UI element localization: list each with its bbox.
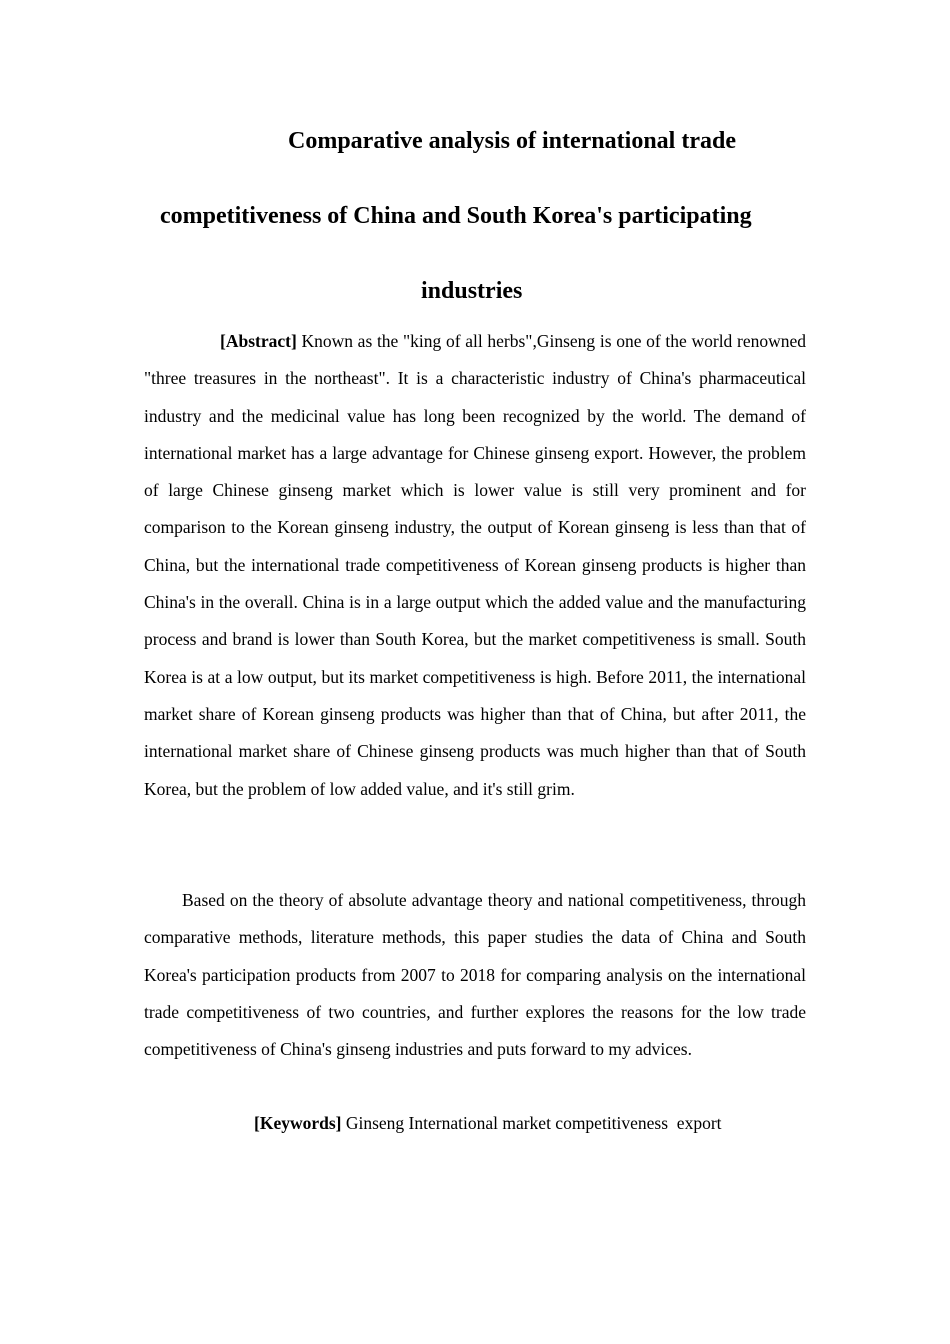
abstract-label: [Abstract] xyxy=(220,331,297,351)
keywords-text: Ginseng International market competitiveness export xyxy=(341,1113,722,1133)
abstract-paragraph-2: Based on the theory of absolute advantage theory and national competitiveness, through comparative methods, literature methods, this paper studies the data of China and South Korea's participation products from 2007 to 2018 for comparing analysis on the international trade competitiveness of two countries, and further explores the reasons for the low trade competitiveness of China's ginseng industries and puts forward to my advices. xyxy=(144,890,806,1060)
title-line-2: competitiveness of China and South Korea's participating xyxy=(160,203,752,229)
title-line-1: Comparative analysis of international trade xyxy=(288,128,736,154)
abstract-text: Known as the "king of all herbs",Ginseng is one of the world renowned "three treasures in the northeast". It is a characteristic industry of China's pharmaceutical industry and the medicinal value has long been recognized by the world. The demand of international market has a large advantage for Chinese ginseng export. However, the problem of large Chinese ginseng market which is lower value is still very prominent and for comparison to the Korean ginseng industry, the output of Korean ginseng is less than that of China, but the international trade competitiveness of Korean ginseng products is higher than China's in the overall. China is in a large output which the added value and the manufacturing process and brand is lower than South Korea, but the market competitiveness is small. South Korea is at a low output, but its market competitiveness is high. Before 2011, the international market share of Korean ginseng products was higher than that of China, but after 2011, the international market share of Chinese ginseng products was much higher than that of South Korea, but the problem of low added value, and it's still grim. xyxy=(144,331,806,799)
abstract-paragraph xyxy=(144,323,806,808)
keywords-line xyxy=(254,1105,722,1142)
title-line-3: industries xyxy=(421,278,523,304)
keywords-label: [Keywords] xyxy=(254,1113,342,1133)
